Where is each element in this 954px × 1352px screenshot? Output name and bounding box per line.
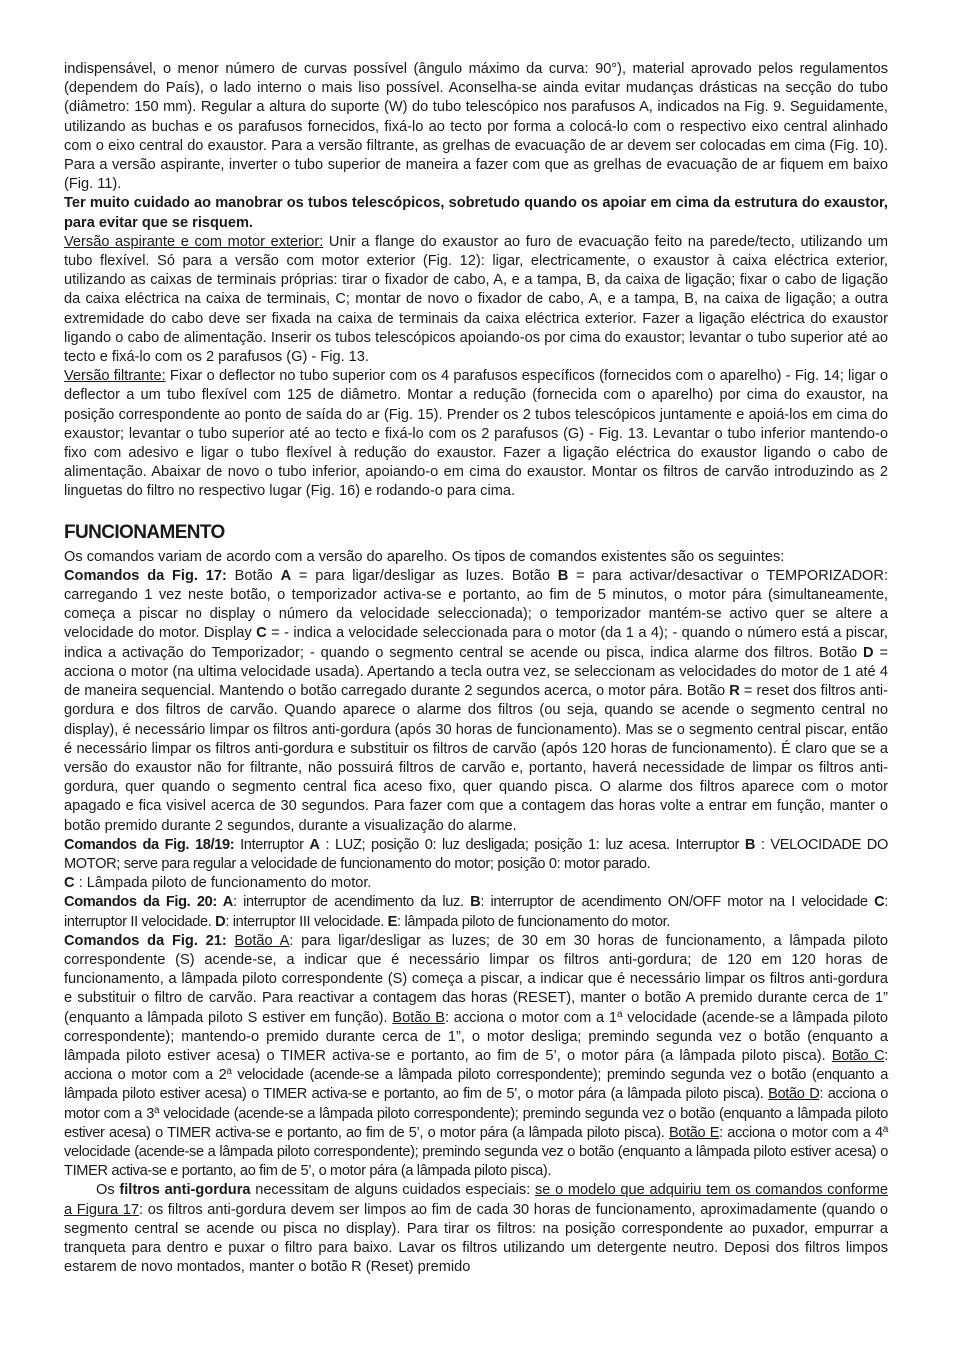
fig21-button-c: Botão C	[831, 1047, 885, 1064]
fig1819-text-3: : VELOCIDADE DO MOTOR; serve para regular a velocidade de funcionamento do motor; posição 0: motor parado.	[64, 836, 889, 872]
fig20-key-d: D	[215, 913, 226, 930]
manual-page	[64, 60, 888, 1277]
fig21-sup-c: a	[226, 1066, 232, 1078]
intro-paragraph: indispensável, o menor número de curvas possível (ângulo máximo da curva: 90°), material aprovado pelos regulamentos (dependem do País), o lado interno o mais liso possível. Aconselha-se ainda evitar mudanças drásticas na secção do tubo (diâmetro: 150 mm). Regular a altura do suporte (W) do tubo telescópico nos parafusos A, indicados na Fig. 9. Seguidamente, utilizando as buchas e os parafusos fornecidos, fixá-lo ao tecto por forma a colocá-lo com o respectivo eixo central alinhado com o eixo central do exaustor. Para a versão filtrante, as grelhas de evacuação de ar devem ser colocadas em cima (Fig. 10). Para a versão aspirante, inverter o tubo superior de maneira a fazer com que as grelhas de evacuação de ar fiquem em baixo (Fig. 11).	[64, 61, 888, 193]
fig17-text-4: = - indica a velocidade seleccionada para o motor (da 1 a 4); - quando o número está a piscar, indica a activação do Temporizador; - quando o segmento central se acende ou pisca, indica alarme dos filtros. Botão	[64, 625, 888, 661]
filters-text-3: : os filtros anti-gordura devem ser limpos ao fim de cada 30 horas de funcionamento, aproximadamente (quando o segmento central se acende ou pisca no display). Para tirar os filtros: na posição correspondente ao puxador, empurrar a tranqueta para dentro e puxar o filtro para baixo. Lavar os filtros utilizando um detergente neutro. Deposi dos filtros limpos estarem de novo montados, manter o botão R (Reset) premido	[64, 1201, 888, 1276]
fig20-paragraph	[64, 893, 888, 931]
fig17-text-5: = acciona o motor (na ultima velocidade usada). Apertando a tecla outra vez, se seleccionam as velocidades do motor de 1 até 4 de maneira sequencial. Mantendo o botão carregado durante 2 segundos acerca, o motor pára. Botão	[64, 644, 889, 700]
fig17-key-r: R	[729, 683, 740, 700]
fig1819-paragraph	[64, 836, 888, 874]
fig17-key-a: A	[280, 567, 292, 584]
fig20-text-5: : lâmpada piloto de funcionamento do motor.	[397, 913, 671, 930]
fig21-text-d1: : acciona o motor com a 3	[64, 1086, 889, 1122]
fig20-text-2: : interruptor de acendimento ON/OFF motor na I velocidade	[480, 894, 875, 911]
fig1819-text-1: Interruptor	[234, 836, 310, 853]
aspirante-label: Versão aspirante e com motor exterior:	[64, 233, 324, 250]
fig1819-key-a: A	[309, 836, 320, 853]
filtrante-paragraph	[64, 367, 888, 501]
filters-paragraph	[64, 1181, 888, 1277]
fig21-button-e: Botão E	[668, 1124, 720, 1141]
filters-bold: filtros anti-gordura	[119, 1182, 251, 1199]
fig1819-text-4: : Lâmpada piloto de funcionamento do motor.	[74, 875, 372, 892]
section-title: FUNCIONAMENTO	[64, 521, 225, 543]
aspirante-paragraph	[64, 233, 888, 367]
fig21-text-b1: : acciona o motor com a 1	[444, 1009, 617, 1026]
fig21-text-a: : para ligar/desligar as luzes; de 30 em 30 horas de funcionamento, a lâmpada piloto correspondente (S) acende-se, a indicar que é necessário limpar os filtros anti-gordura; de 120 em 120 horas de funcionamento, a lâmpada piloto correspondente (S) começa a piscar, a indicar que é necessário limpar os filtros anti-gordura e substituir o filtro de carvão. Para reactivar a contagem das horas (RESET), manter o botão A premido durante cerca de 1” (enquanto a lâmpada piloto S estiver em função).	[64, 932, 888, 1026]
fig17-key-b: B	[557, 567, 569, 584]
fig17-text-2: = para ligar/desligar as luzes. Botão	[291, 567, 558, 584]
fig17-text-1: Botão	[226, 567, 281, 584]
fig20-key-a: A	[216, 894, 233, 911]
fig17-text-6: = reset dos filtros anti-gordura e dos filtros de carvão. Quando aparece o alarme dos filtros (ou seja, quando se acende o segmento central no display), é necessário limpar os filtros anti-gordura (após 30 horas de funcionamento). Mas se o segmento central piscar, então é necessário limpar os filtros anti-gordura e substituir os filtros de carvão (após 120 horas de funcionamento). É claro que se a versão do exaustor não for filtrante, não possuirá filtros de carvão e, portanto, haverá necessidade de limpar os filtros anti-gordura, quer quando o segmento central fica aceso fixo, quer quando pisca. O alarme dos filtros aparece com o motor apagado e fica visivel acerca de 30 segundos. Para fazer com que a contagem das horas volte a entrar em função, manter o botão premido durante 2 segundos, durante a visualização do alarme.	[64, 683, 889, 834]
fig1819-text-2: : LUZ; posição 0: luz desligada; posição 1: luz acesa. Interruptor	[319, 836, 745, 853]
fig20-text-4: : interruptor III velocidade.	[225, 913, 388, 930]
fig20-text-3: : interruptor II velocidade.	[64, 894, 889, 930]
fig17-paragraph	[64, 567, 888, 836]
fig17-key-d: D	[863, 644, 874, 661]
filtrante-label: Versão filtrante:	[64, 368, 166, 385]
warning-paragraph: Ter muito cuidado ao manobrar os tubos telescópicos, sobretudo quando os apoiar em cima da estrutura do exaustor, para evitar que se risquem.	[64, 195, 888, 231]
fig21-text-e2: velocidade (acende-se a lâmpada piloto correspondente); premindo segunda vez o botão (enquanto a lâmpada piloto estiver acesa) o TIMER activa-se e portanto, ao fim de 5’, o motor pára (a lâmpada piloto pisca).	[64, 1143, 888, 1180]
fig21-button-b: Botão B	[392, 1009, 445, 1026]
fig21-text-e1: : acciona o motor com a 4	[719, 1124, 883, 1141]
func-intro: Os comandos variam de acordo com a versão do aparelho. Os tipos de comandos existentes são os seguintes:	[64, 548, 785, 565]
fig1819-key-b: B	[744, 836, 756, 853]
fig21-sup-e: a	[882, 1123, 888, 1135]
filters-text-2: necessitam de alguns cuidados especiais:	[250, 1182, 535, 1199]
fig21-text-d2: velocidade (acende-se a lâmpada piloto correspondente); premindo segunda vez o botão (enquanto a lâmpada piloto estiver acesa) o TIMER activa-se e portanto, ao fim de 5’, o motor pára (a lâmpada piloto pisca).	[64, 1105, 888, 1141]
fig21-text-b2: velocidade (acende-se a lâmpada piloto correspondente); mantendo-o premido durante cerca de 1”, o motor desliga; premindo segunda vez o botão (enquanto a lâmpada piloto estiver acesa) o TIMER activa-se e portanto, ao fim de 5’, o motor pára (a lâmpada piloto pisca).	[64, 1009, 888, 1064]
fig21-button-a: Botão A	[234, 932, 290, 949]
fig20-text-1: : interruptor de acendimento da luz.	[232, 894, 471, 911]
fig21-text-c1: : acciona o motor com a 2	[64, 1047, 888, 1084]
fig17-key-c: C	[256, 625, 267, 642]
fig21-label: Comandos da Fig. 21:	[64, 932, 227, 949]
filters-text-1: Os	[96, 1182, 120, 1199]
fig20-label: Comandos da Fig. 20:	[64, 894, 217, 911]
fig20-key-b: B	[470, 894, 481, 911]
fig21-button-d: Botão D	[768, 1086, 820, 1103]
fig21-sup-d: a	[153, 1104, 160, 1116]
fig17-label: Comandos da Fig. 17:	[64, 567, 227, 584]
filters-underline: se o modelo que adquiriu tem os comandos conforme a Figura 17	[64, 1182, 889, 1218]
fig20-key-e: E	[387, 913, 398, 930]
aspirante-text: Unir a flange do exaustor ao furo de evacuação feito na parede/tecto, utilizando um tubo flexível. Só para a versão com motor exterior (Fig. 12): ligar, electricamente, o exaustor à caixa eléctrica exterior, utilizando as caixas de terminais próprias: tirar o fixador de cabo, A, e a tampa, B, da caixa de ligação; fixar o cabo de ligação da caixa eléctrica na caixa de terminais, C; montar de novo o fixador de cabo, A, e a tampa, B, na caixa de ligação; a outra extremidade do cabo deve ser fixada na caixa de terminais da caixa eléctrica exterior. Fazer a ligação eléctrica do exaustor ligando o cabo de alimentação. Inserir os tubos telescópicos apoiando-os por cima do exaustor; levantar o tubo superior até ao tecto e fixá-lo com os 2 parafusos (G) - Fig. 13.	[64, 233, 889, 366]
fig21-paragraph	[64, 932, 888, 1182]
fig17-text-3: = para activar/desactivar o TEMPORIZADOR: carregando 1 vez neste botão, o temporizador activa-se e portanto, ao fim de 5 minutos, o motor pára (simultaneamente, começa a piscar no display o número da velocidade seleccionada); o temporizador mantém-se activo quer se altere a velocidade do motor. Display	[64, 567, 888, 642]
fig20-key-c: C	[874, 894, 885, 911]
fig1819-label: Comandos da Fig. 18/19:	[64, 836, 235, 853]
filtrante-text: Fixar o deflector no tubo superior com os 4 parafusos específicos (fornecidos com o aparelho) - Fig. 14; ligar o deflector a um tubo flexível com 125 de diâmetro. Montar a redução (fornecida com o aparelho) por cima do exaustor, na posição correspondente ao ponto de saída do ar (Fig. 15). Prender os 2 tubos telescópicos juntamente e apoiá-los em cima do exaustor; levantar o tubo superior até ao tecto e fixá-lo com os 2 parafusos (G) - Fig. 13. Levantar o tubo inferior mantendo-o fixo com adesivo e ligar o tubo flexível à redução do exaustor. Fazer a ligação eléctrica do exaustor ligando o cabo de alimentação. Abaixar de novo o tubo inferior, apoiando-o em cima do exaustor. Montar os filtros de carvão introduzindo as 2 linguetas do filtro no respectivo lugar (Fig. 16) e rodando-o para cima.	[64, 368, 889, 500]
fig1819-key-c: C	[64, 875, 75, 892]
fig1819-lamp-line	[64, 874, 888, 893]
fig21-sup-b: a	[616, 1008, 623, 1020]
fig21-text-c2: velocidade (acende-se a lâmpada piloto correspondente); premindo segunda vez o botão (enquanto a lâmpada piloto estiver acesa) o TIMER activa-se e portanto, ao fim de 5’, o motor pára (a lâmpada piloto pisca).	[64, 1067, 888, 1103]
